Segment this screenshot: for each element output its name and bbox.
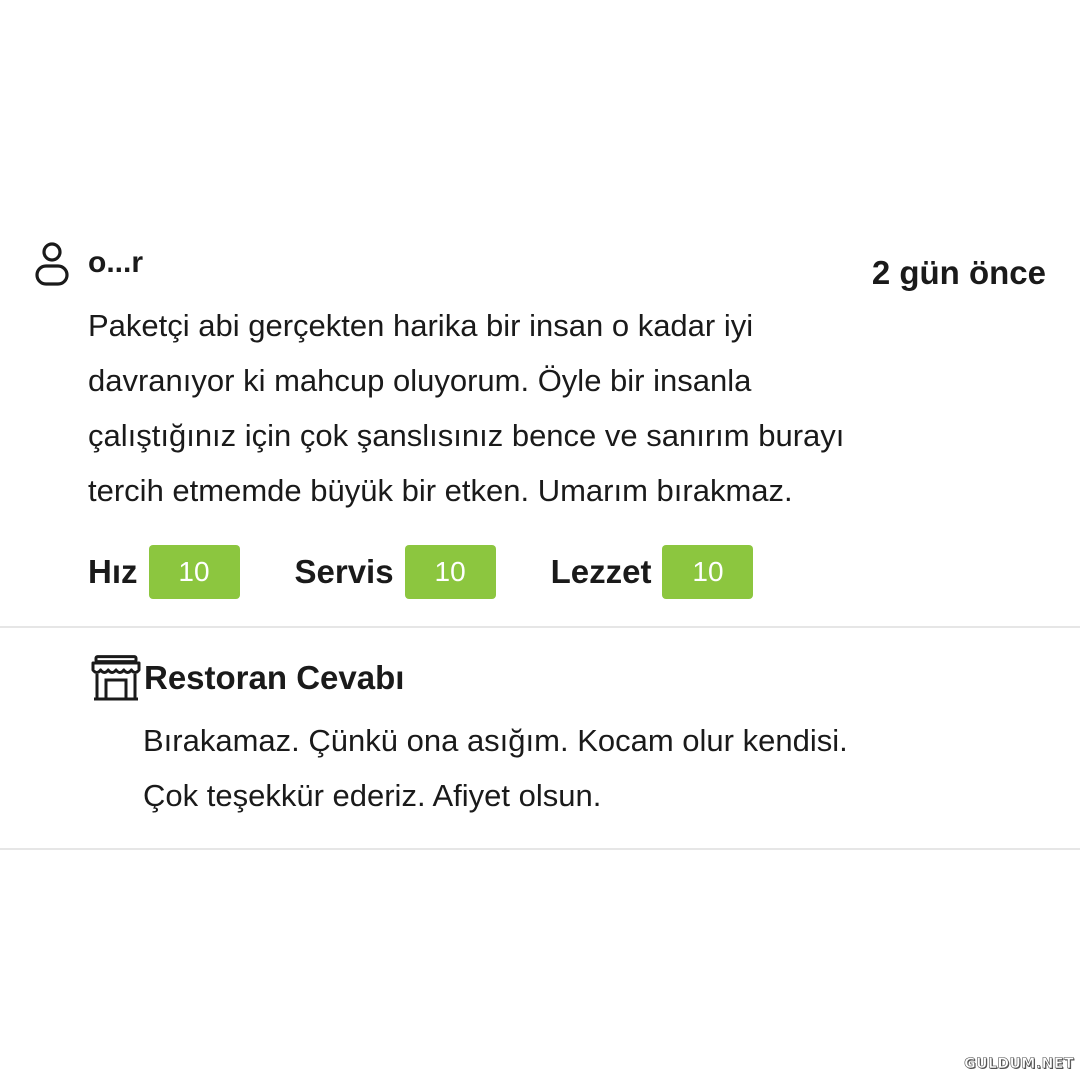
rating-label: Servis [294,553,394,590]
review-header [34,238,1046,294]
rating-score-badge: 10 [662,545,753,599]
restaurant-reply-title: Restoran Cevabı [144,659,405,696]
restaurant-reply-text: Bırakamaz. Çünkü ona asığım. Kocam olur kendisi. Çok teşekkür ederiz. Afiyet olsun. [143,723,848,813]
rating-label: Hız [88,553,138,590]
divider [0,848,1080,850]
review-username[interactable]: o...r [88,246,144,279]
rating-list [88,545,753,599]
review-text: Paketçi abi gerçekten harika bir insan o kadar iyi davranıyor ki mahcup oluyorum. Öyle bir insanla çalıştığınız için çok şanslısınız bence ve sanırım burayı tercih etmemde büyük bir etken. Umarım bırakmaz. [88,308,845,508]
user-icon [34,240,70,288]
watermark: GULDUM.NET [964,1056,1074,1072]
rating-service [295,545,496,599]
restaurant-reply-header [90,654,404,702]
rating-score-badge: 10 [405,545,496,599]
rating-speed [88,545,240,599]
store-icon [90,655,142,701]
rating-label: Lezzet [550,553,652,590]
rating-taste [551,545,754,599]
divider [0,626,1080,628]
review-timestamp: 2 gün önce [871,254,1046,291]
rating-score-badge: 10 [149,545,240,599]
